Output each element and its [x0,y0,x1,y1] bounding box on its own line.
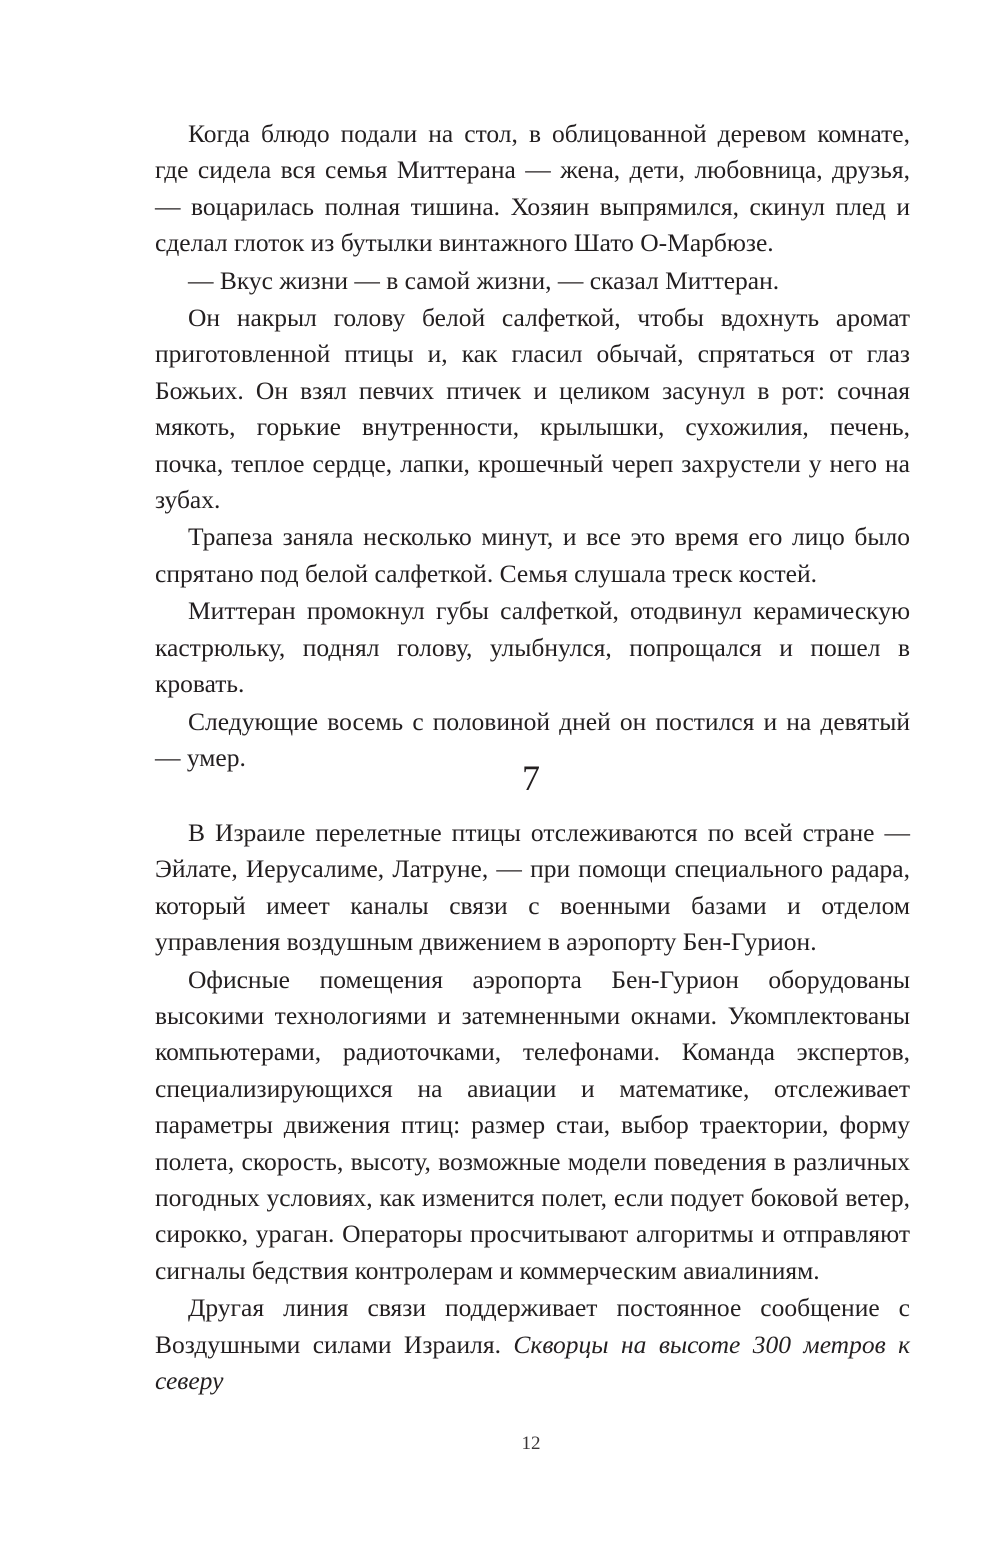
paragraph: В Израиле перелетные птицы отслеживаются по всей стране — Эйлате, Иерусалиме, Латруне, — при помощи специального радара, который имеет каналы связи с военными базами и отделом управления воздушным движением в аэропорту Бен-Гурион. [155,818,910,957]
paragraph: Следующие восемь с половиной дней он постился и на девятый — умер. [155,706,910,772]
italic-text: Скворцы на высоте 300 метров к северу [155,1329,911,1396]
paragraph-text: Другая линия связи поддерживает постоянное сообщение с Воздушными силами Израиля. [155,1293,910,1359]
paragraph: Он накрыл голову белой салфеткой, чтобы вдохнуть аромат приготовленной птицы и, как гласил обычай, спрятаться от глаз Божьих. Он взял певчих птичек и целиком засунул в рот: сочная мякоть, горькие внутренности, крылышки, сухожилия, печень, почка, теплое сердце, лапки, крошечный череп захрустели у него на зубах. [155,303,910,515]
paragraph: Офисные помещения аэропорта Бен-Гурион оборудованы высокими технологиями и затемненными окнами. Укомплектованы компьютерами, радиоточками, телефонами. Команда экспертов, специализирующихся на авиации и математике, отслеживает параметры движения птиц: размер стаи, выбор траектории, форму полета, скорость, высоту, возможные модели поведения в различных погодных условиях, как изменится полет, если подует боковой ветер, сирокко, ураган. Операторы просчитывают алгоритмы и отправляют сигналы бедствия контролерам и коммерческим авиалиниям. [155,964,910,1285]
paragraph-dialogue: — Вкус жизни — в самой жизни, — сказал Миттеран. [188,265,780,295]
paragraph: Миттеран промокнул губы салфеткой, отодвинул керамическую кастрюльку, поднял голову, улыбнулся, попрощался и пошел в кровать. [155,596,910,699]
page-number: 12 [521,1433,541,1454]
chapter-number: 7 [522,758,540,798]
text-section-two [155,815,910,1401]
paragraph-last [155,1290,910,1399]
paragraph: Трапеза заняла несколько минут, и все это время его лицо было спрятано под белой салфеткой. Семья слушала треск костей. [155,522,910,588]
text-section-one [155,116,910,777]
paragraph: Когда блюдо подали на стол, в облицованной деревом комнате, где сидела вся семья Миттерана — жена, дети, любовница, друзья, — воцарилась полная тишина. Хозяин выпрямился, скинул плед и сделал глоток из бутылки винтажного Шато О-Марбюзе. [155,119,910,258]
